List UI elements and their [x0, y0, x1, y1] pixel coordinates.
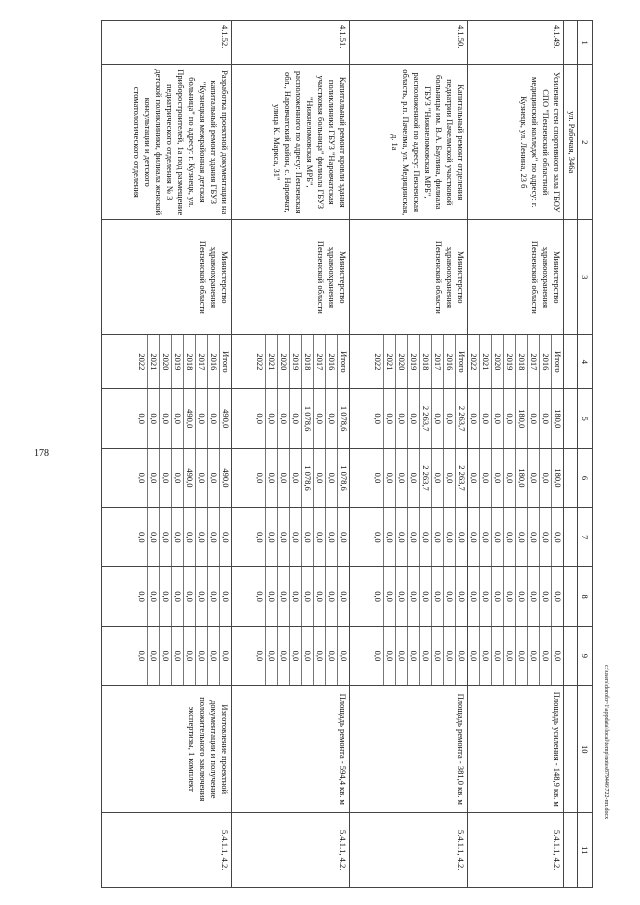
- row-col7-value: 0,0: [207, 508, 219, 566]
- row-name: [232, 65, 350, 220]
- row-col6-value: 0,0: [469, 472, 479, 484]
- row-col7-value: 0,0: [551, 508, 563, 566]
- header-col-3: 3: [578, 220, 593, 335]
- row-col7-value: 0,0: [265, 508, 277, 566]
- row-col7-value: 0,0: [289, 508, 301, 566]
- row-col5-value: 0,0: [491, 389, 503, 447]
- row-col5-value: 0,0: [255, 413, 265, 424]
- row-col7-value: 0,0: [313, 508, 325, 566]
- row-name-text: Капитальный ремонт отделения педиатрии Пачелмской участковой больницы им. В.А. Баулина, филиала ГБУЗ "Нижнеломовская МРБ", расположенной по адресу: Пензенская область, р.п. Пачелма, ул. Медицинская, д. 1а: [390, 69, 466, 216]
- continued-cell-11: [564, 813, 578, 888]
- row-col5-value: 1 078,6: [301, 389, 313, 447]
- row-col8: [102, 567, 232, 626]
- continued-cell-10: [564, 686, 578, 813]
- row-col9-value: 0,0: [491, 627, 503, 685]
- row-years: [232, 335, 350, 389]
- row-col5-value: 0,0: [407, 389, 419, 447]
- row-col9-value: 0,0: [539, 627, 551, 685]
- row-col8-value: 0,0: [373, 591, 383, 602]
- row-col9-value: 0,0: [183, 627, 195, 685]
- row-col6-value: 0,0: [195, 449, 207, 507]
- row-col6-value: 180,0: [551, 449, 563, 507]
- row-col9-value: 0,0: [159, 627, 171, 685]
- row-years-value: 2022: [255, 353, 265, 371]
- row-col7: [468, 508, 564, 567]
- row-col9-value: 0,0: [171, 627, 183, 685]
- row-col6-value: 1 078,6: [301, 449, 313, 507]
- row-col6-value: 490,0: [219, 449, 231, 507]
- row-col7-value: 0,0: [515, 508, 527, 566]
- row-indicator-text: Площадь усиления - 148,9 кв. м: [552, 691, 562, 807]
- row-col5-value: 0,0: [503, 389, 515, 447]
- row-col9-value: 0,0: [207, 627, 219, 685]
- row-indicator: [102, 686, 232, 813]
- row-col6-value: 0,0: [265, 449, 277, 507]
- row-years-value: 2021: [147, 335, 159, 388]
- row-col9-value: 0,0: [255, 650, 265, 662]
- row-col6-value: 0,0: [395, 449, 407, 507]
- row-col9-value: 0,0: [395, 627, 407, 685]
- rotated-table-page: [53, 20, 593, 890]
- row-col6-value: 0,0: [373, 472, 383, 484]
- row-indicator: [232, 686, 350, 813]
- row-col9-value: 0,0: [373, 650, 383, 662]
- row-years-value: 2019: [289, 335, 301, 388]
- row-col9-value: 0,0: [147, 627, 159, 685]
- row-col6-value: 0,0: [147, 449, 159, 507]
- row-years-value: 2020: [159, 335, 171, 388]
- continued-address: ул. Рабочая, 346а: [564, 65, 578, 220]
- row-col8-value: 0,0: [469, 591, 479, 602]
- row-col6-value: 1 078,6: [337, 449, 349, 507]
- row-col5-value: 2 263,7: [455, 389, 467, 447]
- row-organization: [468, 220, 564, 335]
- row-col6-value: 0,0: [527, 449, 539, 507]
- row-col7-value: 0,0: [469, 531, 479, 543]
- row-col6-value: 490,0: [183, 449, 195, 507]
- row-col9-value: 0,0: [419, 627, 431, 685]
- row-col6-value: 2 263,7: [455, 449, 467, 507]
- row-col6-value: 0,0: [255, 472, 265, 484]
- row-col8-value: 0,0: [491, 567, 503, 625]
- row-col9-value: 0,0: [137, 650, 147, 662]
- row-col8: [350, 567, 468, 626]
- row-col6: [350, 448, 468, 507]
- row-col7-value: 0,0: [183, 508, 195, 566]
- row-col8-value: 0,0: [147, 567, 159, 625]
- row-col5-value: 0,0: [527, 389, 539, 447]
- row-col5-value: 0,0: [313, 389, 325, 447]
- row-col5-value: 0,0: [373, 413, 383, 424]
- row-col6-value: 0,0: [407, 449, 419, 507]
- row-col9-value: 0,0: [195, 627, 207, 685]
- row-col7-value: 0,0: [443, 508, 455, 566]
- row-years-value: 2020: [491, 335, 503, 388]
- row-col8-value: 0,0: [479, 567, 491, 625]
- row-col6-value: 0,0: [503, 449, 515, 507]
- row-col5-value: 180,0: [551, 389, 563, 447]
- row-name-text: Капитальный ремонт кровли здания поликлиники ГБУЗ "Наровчатская участковая больница" филиала ГБУЗ "Нижнеломовская МРБ", расположенного по адресу: Пензенская обл., Наровчатский район, с. Наровчат, улица К. Маркса, 31": [272, 71, 348, 214]
- row-years-value: 2022: [373, 353, 383, 371]
- row-col5-value: 0,0: [395, 389, 407, 447]
- row-code: [468, 21, 564, 65]
- row-col9-value: 0,0: [469, 650, 479, 662]
- continued-cell-1: [564, 21, 578, 65]
- row-col7-value: 0,0: [373, 531, 383, 543]
- row-col7-value: 0,0: [301, 508, 313, 566]
- header-col-6: 6: [578, 448, 593, 507]
- row-years-value: 2018: [419, 335, 431, 388]
- row-col7: [232, 508, 350, 567]
- row-col8-value: 0,0: [207, 567, 219, 625]
- row-col9: [102, 626, 232, 685]
- row-col6: [468, 448, 564, 507]
- row-col9-value: 0,0: [337, 627, 349, 685]
- header-col-5: 5: [578, 389, 593, 448]
- row-col7-value: 0,0: [147, 508, 159, 566]
- row-col7-value: 0,0: [277, 508, 289, 566]
- row-col7-value: 0,0: [395, 508, 407, 566]
- row-col5-value: 0,0: [469, 413, 479, 424]
- row-col5-value: 0,0: [443, 389, 455, 447]
- row-col6-value: 0,0: [171, 449, 183, 507]
- row-col9-value: 0,0: [383, 627, 395, 685]
- row-col8-value: 0,0: [443, 567, 455, 625]
- row-years: [468, 335, 564, 389]
- continued-cell-6: [564, 448, 578, 507]
- row-col7-value: 0,0: [491, 508, 503, 566]
- header-col-9: 9: [578, 626, 593, 685]
- row-col8-value: 0,0: [325, 567, 337, 625]
- row-col5-value: 0,0: [265, 389, 277, 447]
- row-col5-value: 490,0: [183, 389, 195, 447]
- table-row: [350, 21, 468, 888]
- header-col-4: 4: [578, 335, 593, 389]
- row-years-value: 2022: [137, 353, 147, 371]
- row-years-value: 2018: [183, 335, 195, 388]
- row-indicator: [350, 686, 468, 813]
- row-col5-value: 0,0: [159, 389, 171, 447]
- row-col9: [468, 626, 564, 685]
- row-years-value: 2021: [265, 335, 277, 388]
- row-col7: [102, 508, 232, 567]
- continued-cell-3: [564, 220, 578, 335]
- row-years-value: 2017: [313, 335, 325, 388]
- row-col5-value: 490,0: [219, 389, 231, 447]
- row-col6-value: 0,0: [207, 449, 219, 507]
- row-col8-value: 0,0: [183, 567, 195, 625]
- row-col8-value: 0,0: [527, 567, 539, 625]
- row-code: [102, 21, 232, 65]
- row-col8-value: 0,0: [301, 567, 313, 625]
- row-col5: [232, 389, 350, 448]
- row-col5: [468, 389, 564, 448]
- row-col6-value: 0,0: [137, 472, 147, 484]
- row-col7-value: 0,0: [419, 508, 431, 566]
- program-table: [101, 20, 593, 888]
- row-years-value: 2020: [395, 335, 407, 388]
- row-col9-value: 0,0: [515, 627, 527, 685]
- row-col5: [102, 389, 232, 448]
- row-years-value: 2017: [195, 335, 207, 388]
- row-col8-value: 0,0: [383, 567, 395, 625]
- row-col7-value: 0,0: [383, 508, 395, 566]
- row-col8-value: 0,0: [407, 567, 419, 625]
- row-organization: [350, 220, 468, 335]
- row-col5-value: 0,0: [137, 413, 147, 424]
- row-code: [350, 21, 468, 65]
- row-col5-value: 0,0: [147, 389, 159, 447]
- row-name-text: Усиление стен спортивного зала ГБОУ СПО "Пензенский областной медицинский колледж" по адресу: г. Кузнецк, ул. Ленина, 23 б: [519, 72, 562, 213]
- row-col5-value: 0,0: [277, 389, 289, 447]
- row-indicator-text: Площадь ремонта - 594,4 кв. м: [338, 693, 348, 805]
- row-col9-value: 0,0: [289, 627, 301, 685]
- row-col6-value: 0,0: [159, 449, 171, 507]
- row-years-value: 2016: [539, 335, 551, 388]
- header-col-11: 11: [578, 813, 593, 888]
- row-col6: [102, 448, 232, 507]
- row-col5-value: 180,0: [515, 389, 527, 447]
- row-name: [468, 65, 564, 220]
- row-col8-value: 0,0: [159, 567, 171, 625]
- row-col7-value: 0,0: [455, 508, 467, 566]
- row-col7-value: 0,0: [479, 508, 491, 566]
- row-col5-value: 2 263,7: [419, 389, 431, 447]
- row-years-value: 2021: [383, 335, 395, 388]
- row-col7: [350, 508, 468, 567]
- row-years-value: 2019: [503, 335, 515, 388]
- row-years-value: 2016: [325, 335, 337, 388]
- row-col8-value: 0,0: [551, 567, 563, 625]
- row-col9-value: 0,0: [265, 627, 277, 685]
- row-col8-value: 0,0: [195, 567, 207, 625]
- row-col8-value: 0,0: [313, 567, 325, 625]
- row-col9-value: 0,0: [325, 627, 337, 685]
- row-col6-value: 0,0: [289, 449, 301, 507]
- row-reference-text: 5.4.1.1, 4.2.: [338, 830, 348, 871]
- row-years-value: Итого: [219, 335, 231, 388]
- row-col8-value: 0,0: [277, 567, 289, 625]
- continued-cell-9: [564, 626, 578, 685]
- continued-cell-4: [564, 335, 578, 389]
- row-col6-value: 0,0: [431, 449, 443, 507]
- row-col9-value: 0,0: [313, 627, 325, 685]
- table-row: [232, 21, 350, 888]
- row-col7-value: 0,0: [137, 531, 147, 543]
- row-col8: [468, 567, 564, 626]
- row-indicator-text: Площадь ремонта - 381,0 кв. м: [456, 693, 466, 805]
- page-number: 178: [34, 448, 49, 459]
- row-col8-value: 0,0: [395, 567, 407, 625]
- continued-cell-7: [564, 508, 578, 567]
- row-col8-value: 0,0: [337, 567, 349, 625]
- row-col9-value: 0,0: [551, 627, 563, 685]
- table-row: [468, 21, 564, 888]
- row-organization-text: Министерство здравоохранения Пензенской области: [198, 240, 230, 314]
- row-col6-value: 0,0: [491, 449, 503, 507]
- row-col7-value: 0,0: [503, 508, 515, 566]
- row-col8-value: 0,0: [289, 567, 301, 625]
- row-col9: [232, 626, 350, 685]
- row-col6-value: 0,0: [313, 449, 325, 507]
- row-code: [232, 21, 350, 65]
- row-organization: [102, 220, 232, 335]
- row-col8-value: 0,0: [419, 567, 431, 625]
- row-years: [102, 335, 232, 389]
- row-col7-value: 0,0: [431, 508, 443, 566]
- row-col8-value: 0,0: [265, 567, 277, 625]
- row-years-value: 2019: [407, 335, 419, 388]
- continued-cell-8: [564, 567, 578, 626]
- row-reference-text: 5.4.1.1, 4.2.: [220, 830, 230, 871]
- row-col6-value: 0,0: [325, 449, 337, 507]
- row-col9-value: 0,0: [479, 627, 491, 685]
- row-col6-value: 180,0: [515, 449, 527, 507]
- footer-file-path: c:\users\dorofo~1\appdata\local\temp\notes879446\722-пп.docx: [603, 665, 609, 820]
- row-indicator-text: Изготовление проектной документации и получение положительного заключения экспертизы, 1 комплект: [187, 697, 230, 802]
- row-years-value: 2018: [301, 335, 313, 388]
- row-years-value: 2022: [469, 353, 479, 371]
- row-years-value: 2019: [171, 335, 183, 388]
- header-row: [578, 21, 593, 888]
- row-col7-value: 0,0: [325, 508, 337, 566]
- row-reference: [102, 813, 232, 888]
- table-row: [102, 21, 232, 888]
- row-organization-text: Министерство здравоохранения Пензенской области: [530, 240, 562, 314]
- row-col5-value: 0,0: [289, 389, 301, 447]
- row-organization: [232, 220, 350, 335]
- row-col6-value: 0,0: [539, 449, 551, 507]
- row-col9: [350, 626, 468, 685]
- row-col8-value: 0,0: [515, 567, 527, 625]
- row-col5-value: 0,0: [431, 389, 443, 447]
- header-col-8: 8: [578, 567, 593, 626]
- row-col7-value: 0,0: [527, 508, 539, 566]
- row-col7-value: 0,0: [159, 508, 171, 566]
- row-name: [102, 65, 232, 220]
- row-col8-value: 0,0: [219, 567, 231, 625]
- row-col5-value: 0,0: [207, 389, 219, 447]
- row-col9-value: 0,0: [443, 627, 455, 685]
- row-col5-value: 0,0: [383, 389, 395, 447]
- row-years-value: 2016: [443, 335, 455, 388]
- row-col8-value: 0,0: [431, 567, 443, 625]
- row-name-text: Разработка проектной документации на капитальный ремонт здания ГБУЗ "Кузнецкая межрайонная детская больница" по адресу: г. Кузнецк, ул. Приборостроителей, 1а под размещение педиатрического отделения № 3 детской поликлиники, филиала женской консультации и детского стоматологического отделения: [132, 69, 230, 216]
- row-col6-value: 0,0: [383, 449, 395, 507]
- row-col6-value: 2 263,7: [419, 449, 431, 507]
- header-col-1: 1: [578, 21, 593, 65]
- row-years-value: 2017: [527, 335, 539, 388]
- row-col8-value: 0,0: [171, 567, 183, 625]
- continued-row: [564, 21, 578, 888]
- row-years-value: 2021: [479, 335, 491, 388]
- row-years-value: Итого: [551, 335, 563, 388]
- row-col8-value: 0,0: [503, 567, 515, 625]
- row-col8: [232, 567, 350, 626]
- row-col5-value: 0,0: [171, 389, 183, 447]
- row-organization-text: Министерство здравоохранения Пензенской области: [434, 240, 466, 314]
- row-code-text: 4.1.49.: [552, 25, 562, 49]
- row-code-text: 4.1.50.: [456, 25, 466, 49]
- header-col-7: 7: [578, 508, 593, 567]
- row-indicator: [468, 686, 564, 813]
- row-col7-value: 0,0: [407, 508, 419, 566]
- row-name: [350, 65, 468, 220]
- row-col9-value: 0,0: [277, 627, 289, 685]
- row-reference-text: 5.4.1.1, 4.2.: [456, 830, 466, 871]
- header-col-10: 10: [578, 686, 593, 813]
- row-code-text: 4.1.51.: [338, 25, 348, 49]
- row-col7-value: 0,0: [195, 508, 207, 566]
- row-col8-value: 0,0: [455, 567, 467, 625]
- row-col9-value: 0,0: [407, 627, 419, 685]
- row-years-value: 2017: [431, 335, 443, 388]
- row-col6: [232, 448, 350, 507]
- row-reference-text: 5.4.1.1, 4.2.: [552, 830, 562, 871]
- row-col6-value: 0,0: [479, 449, 491, 507]
- row-col9-value: 0,0: [527, 627, 539, 685]
- header-col-2: 2: [578, 65, 593, 220]
- row-col8-value: 0,0: [137, 591, 147, 602]
- row-reference: [232, 813, 350, 888]
- row-years-value: Итого: [337, 335, 349, 388]
- row-col9-value: 0,0: [503, 627, 515, 685]
- row-col7-value: 0,0: [219, 508, 231, 566]
- row-col9-value: 0,0: [431, 627, 443, 685]
- row-organization-text: Министерство здравоохранения Пензенской области: [316, 240, 348, 314]
- row-col6-value: 0,0: [277, 449, 289, 507]
- row-reference: [468, 813, 564, 888]
- row-col6-value: 0,0: [443, 449, 455, 507]
- row-col7-value: 0,0: [539, 508, 551, 566]
- row-col9-value: 0,0: [455, 627, 467, 685]
- row-years: [350, 335, 468, 389]
- row-col5-value: 0,0: [325, 389, 337, 447]
- row-years-value: 2016: [207, 335, 219, 388]
- row-col7-value: 0,0: [255, 531, 265, 543]
- row-col5: [350, 389, 468, 448]
- row-reference: [350, 813, 468, 888]
- row-col7-value: 0,0: [171, 508, 183, 566]
- row-col5-value: 0,0: [195, 389, 207, 447]
- row-col5-value: 0,0: [479, 389, 491, 447]
- row-col7-value: 0,0: [337, 508, 349, 566]
- row-col8-value: 0,0: [539, 567, 551, 625]
- row-years-value: Итого: [455, 335, 467, 388]
- row-col9-value: 0,0: [301, 627, 313, 685]
- row-col5-value: 1 078,6: [337, 389, 349, 447]
- row-code-text: 4.1.52.: [220, 25, 230, 49]
- row-years-value: 2018: [515, 335, 527, 388]
- row-col5-value: 0,0: [539, 389, 551, 447]
- row-col8-value: 0,0: [255, 591, 265, 602]
- row-years-value: 2020: [277, 335, 289, 388]
- row-col9-value: 0,0: [219, 627, 231, 685]
- continued-cell-5: [564, 389, 578, 448]
